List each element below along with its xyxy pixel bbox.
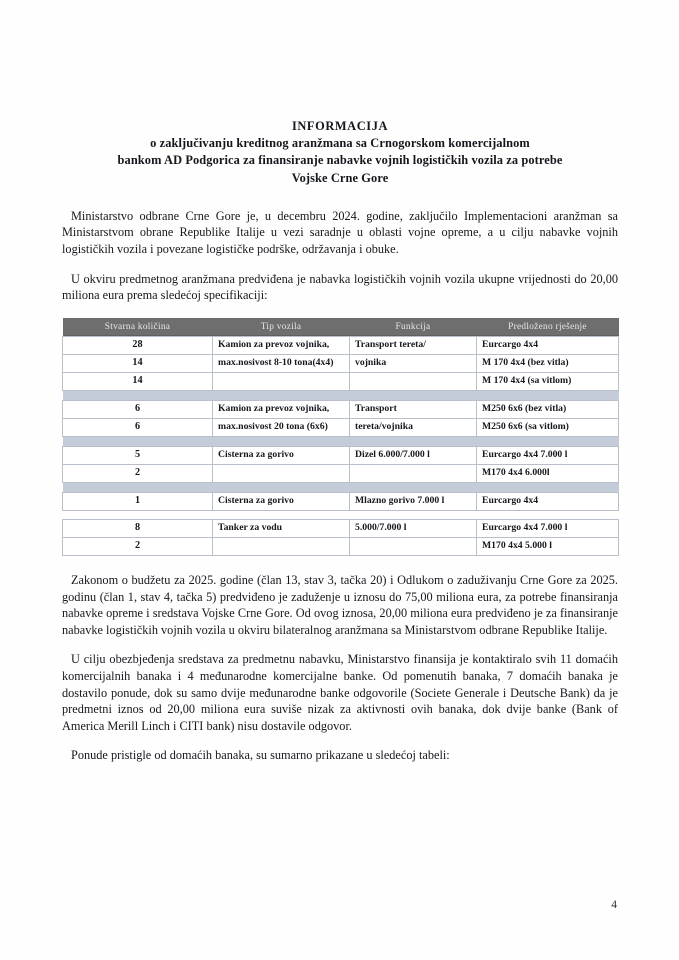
cell-quantity: 14 — [63, 354, 213, 372]
cell-function: Transport — [350, 400, 477, 418]
paragraph-intro-agreement: Ministarstvo odbrane Crne Gore je, u decembru 2024. godine, zaključilo Implementacioni aranžman sa Ministarstvom obrane Republike Italije u vezi saradnje u oblasti vojne opreme, a u cilju nabavke vojnih logističkih vozila i povezane logističke podrške, održavanja i obuke. — [62, 208, 618, 256]
cell-quantity: 8 — [63, 519, 213, 537]
table-row — [63, 519, 619, 537]
cell-solution: Eurcargo 4x4 7.000 l — [477, 446, 619, 464]
cell-solution: M250 6x6 (sa vitlom) — [477, 418, 619, 436]
cell-vehicle-type: Cisterna za gorivo — [213, 446, 350, 464]
cell-solution: M170 4x4 5.000 l — [477, 537, 619, 555]
table-group-separator — [63, 436, 619, 446]
table-row — [63, 492, 619, 510]
cell-function: 5.000/7.000 l — [350, 519, 477, 537]
cell-function: Dizel 6.000/7.000 l — [350, 446, 477, 464]
page-number: 4 — [611, 899, 617, 911]
page-title — [62, 118, 618, 187]
cell-vehicle-type: max.nosivost 8-10 tona(4x4) — [213, 354, 350, 372]
cell-quantity: 2 — [63, 537, 213, 555]
cell-quantity: 5 — [63, 446, 213, 464]
gap-band — [63, 510, 619, 519]
document-body — [62, 118, 618, 764]
separator-band — [63, 482, 619, 492]
cell-function: tereta/vojnika — [350, 418, 477, 436]
cell-vehicle-type: Tanker za vodu — [213, 519, 350, 537]
cell-quantity: 14 — [63, 372, 213, 390]
cell-function: vojnika — [350, 354, 477, 372]
table-row — [63, 336, 619, 354]
column-header-solution: Predloženo rješenje — [477, 318, 619, 337]
cell-quantity: 28 — [63, 336, 213, 354]
table-row — [63, 464, 619, 482]
column-header-function: Funkcija — [350, 318, 477, 337]
paragraph-bank-contacts: U cilju obezbjeđenja sredstava za predmetnu nabavku, Ministarstvo finansija je kontaktiralo svih 11 domaćih komercijalnih banaka i 4 međunarodne komercijalne banke. Od pomenutih banaka, 7 domaćih banaka je dostavilo ponude, dok su samo dvije međunarodne banke odgovorile (Societe Generale i Deutsche Bank) da je predmetni iznos od 20,00 miliona eura suviše nizak za aktivnosti ovih banaka, dok dvije banke (Bank of America Merill Linch i CITI bank) nisu dostavile odgovor. — [62, 652, 618, 733]
cell-solution: M 170 4x4 (bez vitla) — [477, 354, 619, 372]
paragraph-offers-summary: Ponude pristigle od domaćih banaka, su sumarno prikazane u sledećoj tabeli: — [71, 748, 450, 763]
vehicle-specification-table — [62, 318, 618, 556]
cell-vehicle-type: Cisterna za gorivo — [213, 492, 350, 510]
cell-function: Transport tereta/ — [350, 336, 477, 354]
table-row — [63, 372, 619, 390]
cell-solution: Eurcargo 4x4 — [477, 492, 619, 510]
table-row — [63, 537, 619, 555]
cell-quantity: 1 — [63, 492, 213, 510]
title-line-3: bankom AD Podgorica za finansiranje nabavke vojnih logističkih vozila za potrebe — [117, 153, 563, 168]
table-row — [63, 418, 619, 436]
column-header-quantity: Stvarna količina — [63, 318, 213, 337]
separator-band — [63, 436, 619, 446]
table-body — [63, 336, 619, 555]
cell-function: Mlazno gorivo 7.000 l — [350, 492, 477, 510]
cell-function — [350, 537, 477, 555]
title-line-4: Vojske Crne Gore — [291, 170, 389, 185]
paragraph-procurement-value: U okviru predmetnog aranžmana predviđena je nabavka logističkih vojnih vozila ukupne vrijednosti do 20,00 miliona eura prema sledećoj specifikaciji: — [62, 271, 618, 303]
cell-solution: M170 4x4 6.000l — [477, 464, 619, 482]
cell-solution: M 170 4x4 (sa vitlom) — [477, 372, 619, 390]
cell-vehicle-type — [213, 464, 350, 482]
cell-quantity: 6 — [63, 400, 213, 418]
table-row — [63, 446, 619, 464]
cell-vehicle-type: Kamion za prevoz vojnika, — [213, 400, 350, 418]
cell-vehicle-type — [213, 537, 350, 555]
cell-quantity: 2 — [63, 464, 213, 482]
cell-vehicle-type: Kamion za prevoz vojnika, — [213, 336, 350, 354]
title-line-1: INFORMACIJA — [291, 119, 389, 133]
column-header-vehicle-type: Tip vozila — [213, 318, 350, 337]
table-group-separator — [63, 390, 619, 400]
title-line-2: o zaključivanju kreditnog aranžmana sa Crnogorskom komercijalnom — [150, 136, 530, 151]
cell-vehicle-type: max.nosivost 20 tona (6x6) — [213, 418, 350, 436]
table-group-gap — [63, 510, 619, 519]
table-row — [63, 354, 619, 372]
cell-vehicle-type — [213, 372, 350, 390]
paragraph-budget-law: Zakonom o budžetu za 2025. godine (član 13, stav 3, tačka 20) i Odlukom o zaduživanju Crne Gore za 2025. godinu (član 1, stav 4, tačka 5) predviđeno je zaduženje u iznosu do 75,00 miliona eura, za potrebe finansiranja nabavke opreme i sredstava Vojske Crne Gore. Od ovog iznosa, 20,00 miliona eura predviđeno je za finansiranje nabavke logističkih vojnih vozila u okviru bilateralnog aranžmana sa Ministarstvom odbrane Republike Italije. — [62, 572, 618, 637]
table-group-separator — [63, 482, 619, 492]
table-row — [63, 400, 619, 418]
cell-quantity: 6 — [63, 418, 213, 436]
table-header-row — [63, 318, 619, 337]
cell-solution: Eurcargo 4x4 — [477, 336, 619, 354]
cell-function — [350, 372, 477, 390]
separator-band — [63, 390, 619, 400]
cell-solution: Eurcargo 4x4 7.000 l — [477, 519, 619, 537]
cell-solution: M250 6x6 (bez vitla) — [477, 400, 619, 418]
cell-function — [350, 464, 477, 482]
